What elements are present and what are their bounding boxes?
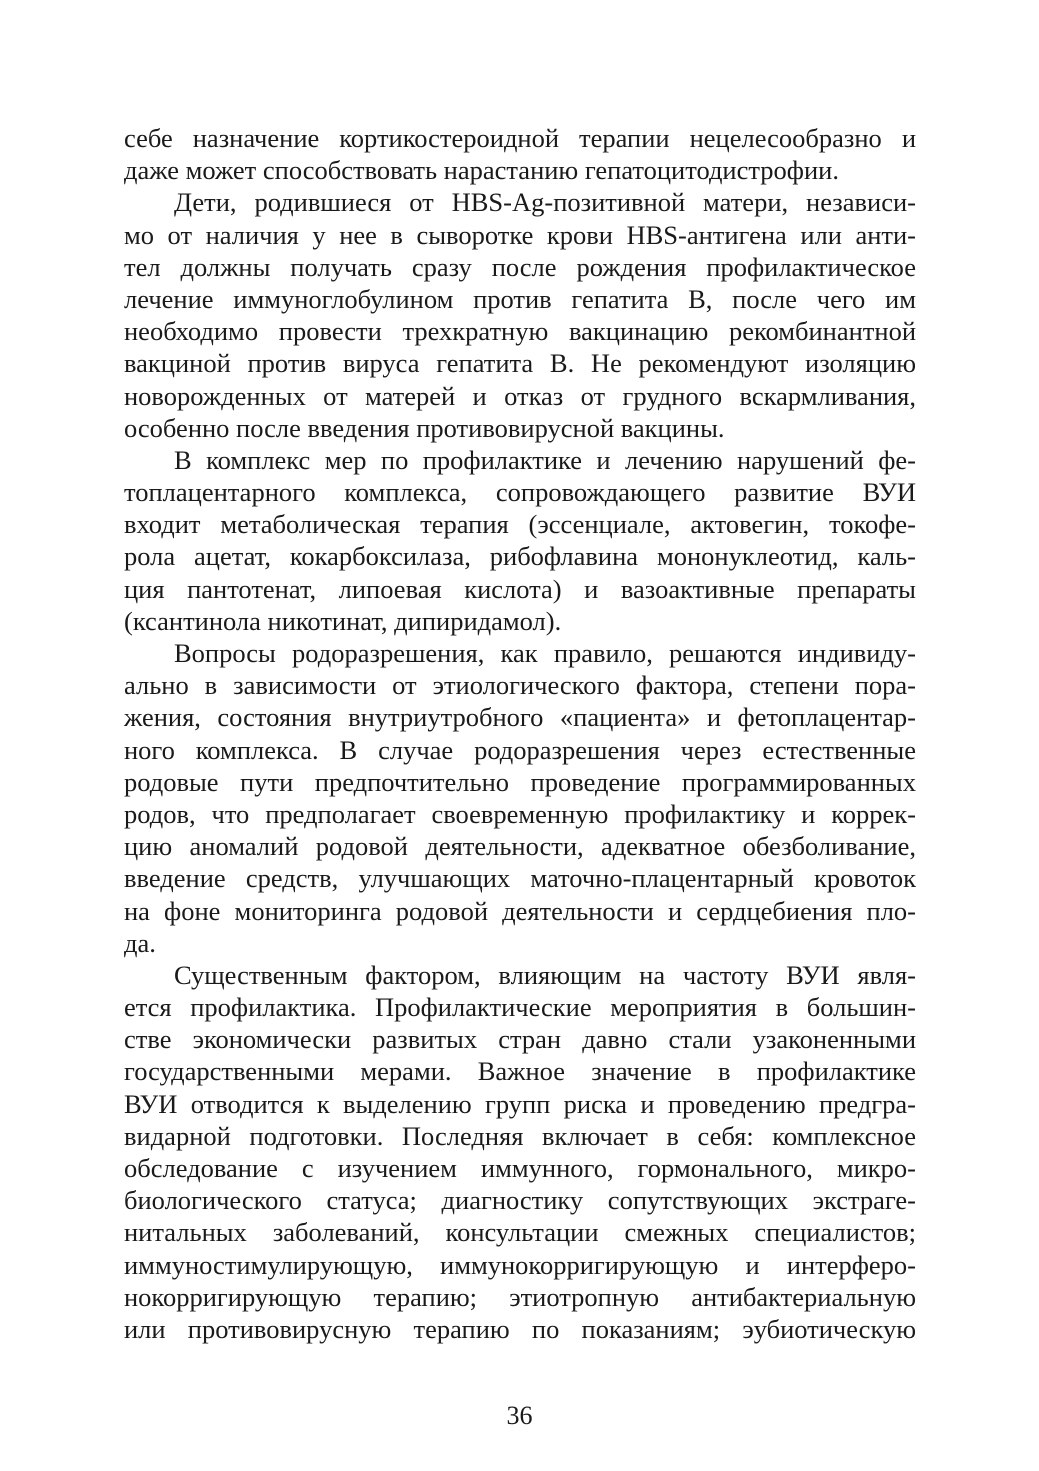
text-line: биологического статуса; диагностику сопутствующих экстраге- xyxy=(124,1185,916,1216)
text-line: да. xyxy=(124,927,156,958)
text-line: государственными мерами. Важное значение в профилактике xyxy=(124,1056,916,1087)
text-line: даже может способствовать нарастанию гепатоцитодистрофии. xyxy=(124,155,839,186)
text-line: стве экономически развитых стран давно стали узаконенными xyxy=(124,1024,916,1055)
text-line: ВУИ отводится к выделению групп риска и проведению предгра- xyxy=(124,1088,916,1119)
text-line: иммуностимулирующую, иммунокорригирующую и интерферо- xyxy=(124,1249,916,1280)
text-line: цию аномалий родовой деятельности, адекватное обезболивание, xyxy=(124,831,916,862)
text-line: Дети, родившиеся от HBS-Ag-позитивной матери, независи- xyxy=(174,187,916,218)
text-line: новорожденных от матерей и отказ от грудного вскармливания, xyxy=(124,380,916,411)
text-line: или противовирусную терапию по показаниям; эубиотическую xyxy=(124,1313,916,1344)
text-line: тел должны получать сразу после рождения профилактическое xyxy=(124,251,916,282)
text-line: ция пантотенат, липоевая кислота) и вазоактивные препараты xyxy=(124,573,916,604)
text-line: себе назначение кортикостероидной терапии нецелесообразно и xyxy=(124,123,916,153)
text-line: ется профилактика. Профилактические мероприятия в большин- xyxy=(124,992,916,1023)
text-line: особенно после введения противовирусной вакцины. xyxy=(124,412,725,443)
text-line: В комплекс мер по профилактике и лечению нарушений фе- xyxy=(174,444,916,475)
text-line: видарной подготовки. Последняя включает в себя: комплексное xyxy=(124,1120,916,1151)
text-line: на фоне мониторинга родовой деятельности и сердцебиения пло- xyxy=(124,895,916,926)
text-line: ного комплекса. В случае родоразрешения через естественные xyxy=(124,734,916,765)
text-line: ально в зависимости от этиологического фактора, степени пора- xyxy=(124,670,916,701)
text-line: жения, состояния внутриутробного «пациента» и фетоплацентар- xyxy=(124,702,916,733)
text-line: рола ацетат, кокарбоксилаза, рибофлавина мононуклеотид, каль- xyxy=(124,541,916,572)
body-text xyxy=(124,122,916,1345)
text-line: входит метаболическая терапия (эссенциале, актовегин, токофе- xyxy=(124,509,916,540)
page-number: 36 xyxy=(506,1401,533,1430)
text-line: нитальных заболеваний, консультации смежных специалистов; xyxy=(124,1217,916,1248)
text-line: Вопросы родоразрешения, как правило, решаются индивиду- xyxy=(174,638,916,668)
text-line: вакциной против вируса гепатита В. Не рекомендуют изоляцию xyxy=(124,348,916,379)
text-line: (ксантинола никотинат, дипиридамол). xyxy=(124,605,562,636)
text-line: необходимо провести трехкратную вакцинацию рекомбинантной xyxy=(124,316,916,347)
text-line: введение средств, улучшающих маточно-плацентарный кровоток xyxy=(124,863,916,894)
text-line: родовые пути предпочтительно проведение программированных xyxy=(124,766,916,797)
text-line: обследование с изучением иммунного, гормонального, микро- xyxy=(124,1153,916,1183)
text-line: Существенным фактором, влияющим на частоту ВУИ явля- xyxy=(174,959,916,990)
text-line: нокорригирующую терапию; этиотропную антибактериальную xyxy=(124,1281,916,1312)
text-line: лечение иммуноглобулином против гепатита В, после чего им xyxy=(124,283,916,314)
text-line: мо от наличия у нее в сыворотке крови HBS-антигена или анти- xyxy=(124,219,916,250)
text-line: топлацентарного комплекса, сопровождающего развитие ВУИ xyxy=(124,477,916,508)
text-line: родов, что предполагает своевременную профилактику и коррек- xyxy=(124,798,916,829)
